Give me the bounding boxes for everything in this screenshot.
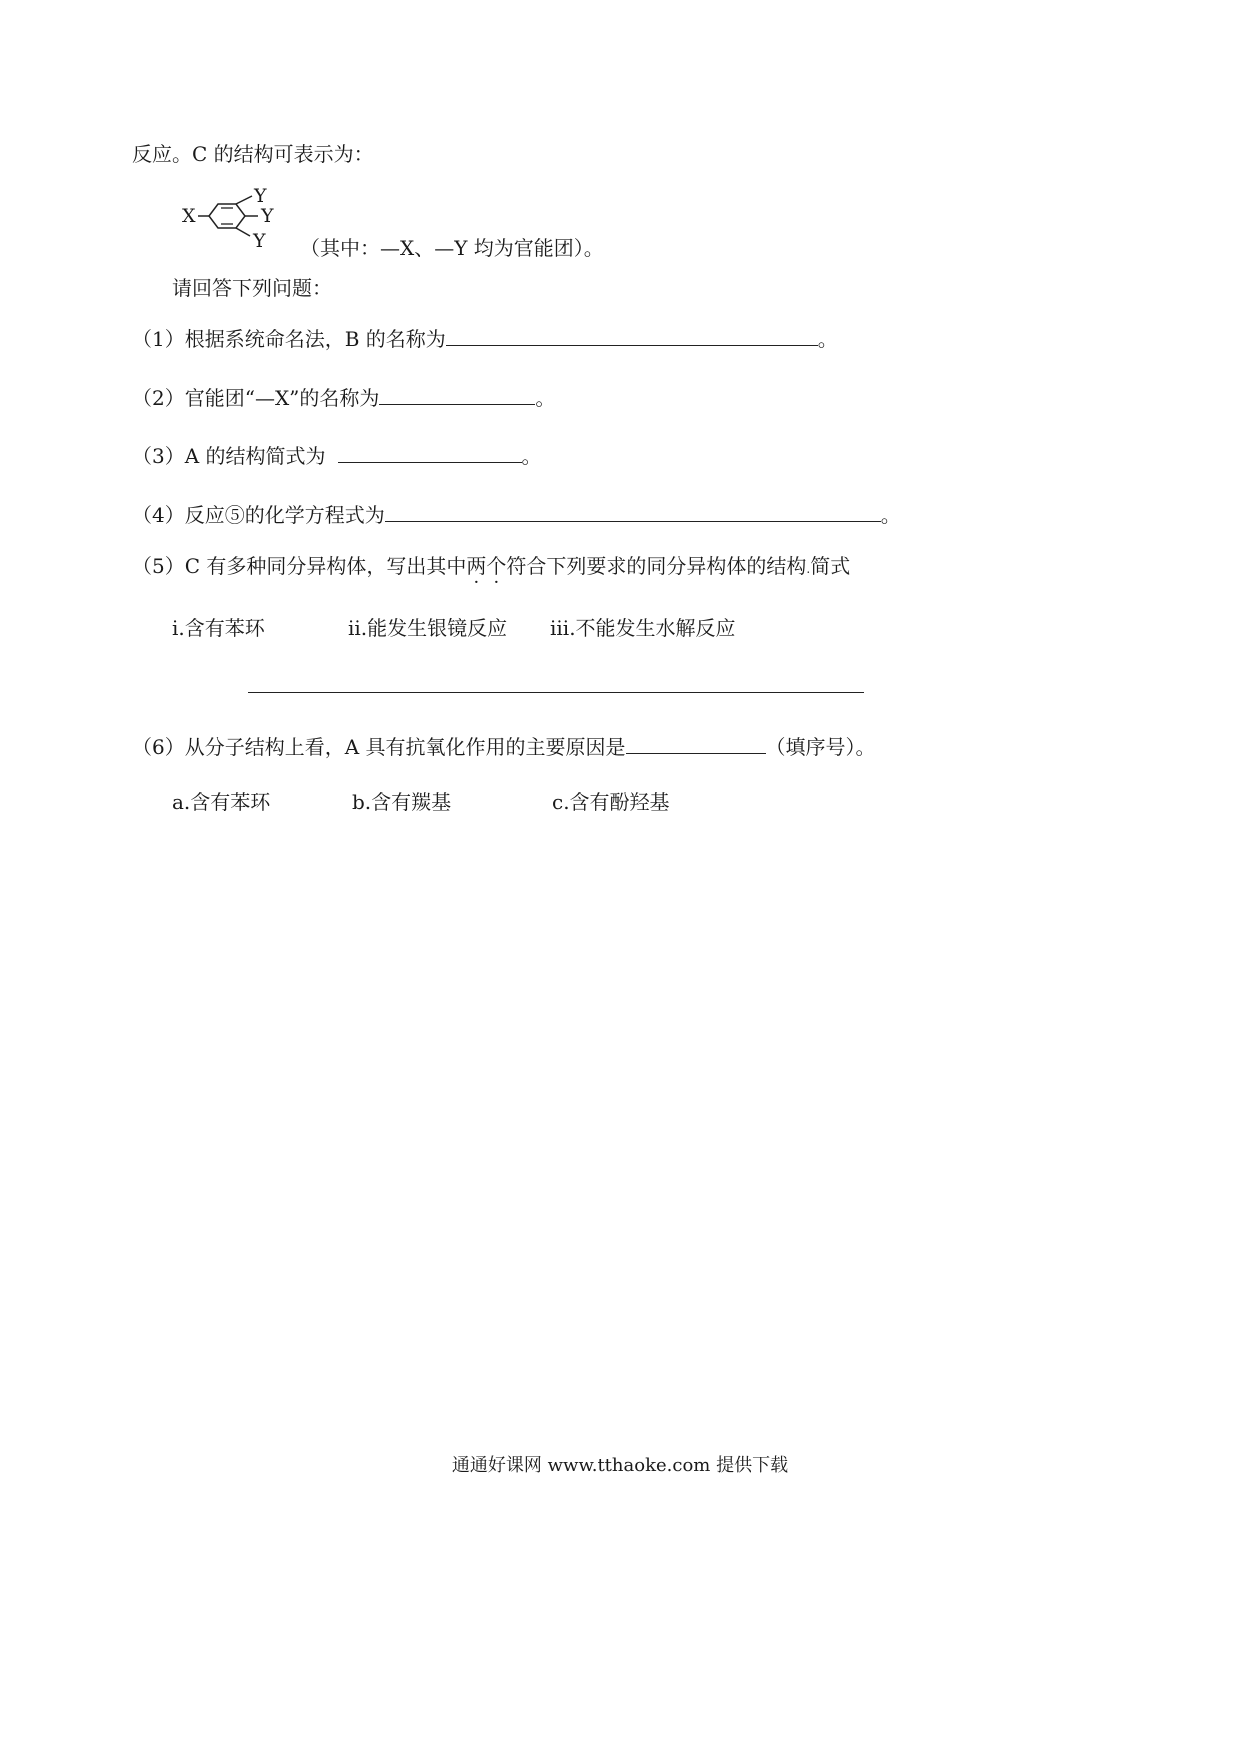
condition-2: ii.能发生银镜反应 (348, 616, 508, 640)
condition-1: i.含有苯环 (172, 616, 265, 640)
option-a: a.含有苯环 (172, 790, 271, 814)
intro-note: （其中：—X、—Y 均为官能团）。 (300, 236, 604, 260)
answer-blank-3[interactable] (338, 444, 522, 463)
condition-3: iii.不能发生水解反应 (550, 616, 736, 640)
questions-prompt: 请回答下列问题： (172, 276, 332, 300)
question-5-text-b: 符合下列要求的同分异构体的结构 (506, 554, 807, 578)
question-6 (132, 735, 876, 757)
option-c: c.含有酚羟基 (552, 790, 670, 814)
question-1-text: （1）根据系统命名法，B 的名称为 (132, 327, 446, 351)
question-6-text: （6）从分子结构上看，A 具有抗氧化作用的主要原因是 (132, 735, 626, 759)
substituent-x: X (182, 205, 196, 227)
answer-blank-6[interactable] (626, 735, 766, 754)
answer-blank-4[interactable] (385, 503, 881, 522)
question-5-text-c: 简式 (810, 554, 851, 578)
question-6-end: （填序号）。 (765, 735, 876, 759)
substituent-y2: Y (261, 205, 274, 227)
question-4 (132, 503, 901, 525)
question-5: （5）C 有多种同分异构体，写出其中两个符合下列要求的同分异构体的结构.简式 (132, 554, 851, 578)
answer-blank-5[interactable] (248, 692, 864, 693)
substituent-y3: Y (253, 230, 266, 252)
question-5-text-a: （5）C 有多种同分异构体，写出其中 (132, 554, 467, 578)
question-4-text: （4）反应⑤的化学方程式为 (132, 503, 385, 527)
footer-text: 通通好课网 www.tthaoke.com 提供下载 (451, 1455, 789, 1476)
answer-blank-2[interactable] (379, 386, 535, 405)
bond-y3 (236, 228, 250, 236)
question-1-end: 。 (817, 327, 838, 351)
answer-blank-1[interactable] (446, 327, 818, 346)
question-5-emphasis-1: 两 (466, 554, 487, 578)
question-2-text: （2）官能团“—X”的名称为 (132, 386, 380, 410)
substituent-y1: Y (254, 185, 267, 207)
bond-y1 (236, 196, 252, 204)
intro-line: 反应。C 的结构可表示为： (132, 142, 374, 166)
question-2 (132, 386, 555, 408)
molecule-c-structure (178, 184, 298, 254)
question-3-text: （3）A 的结构简式为 (132, 444, 326, 468)
question-3-end: 。 (521, 444, 542, 468)
question-2-end: 。 (535, 386, 556, 410)
option-b: b.含有羰基 (352, 790, 452, 814)
question-4-end: 。 (880, 503, 901, 527)
question-1 (132, 327, 838, 349)
question-5-emphasis-2: 个 (486, 554, 507, 578)
question-3 (132, 444, 542, 466)
